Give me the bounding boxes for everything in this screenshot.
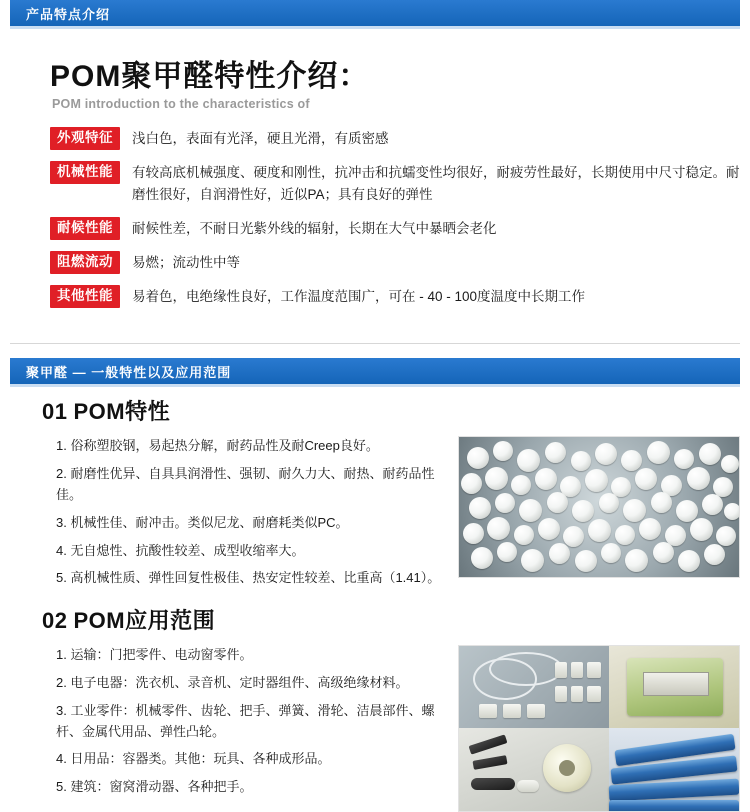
list-item: 5. 建筑：窗窝滑动器、各种把手。 [56, 779, 253, 795]
feature-tag: 其他性能 [50, 285, 120, 308]
feature-text: 有较高底机械强度、硬度和刚性，抗冲击和抗蠕变性均很好，耐疲劳性最好，长期使用中尺寸稳定。耐磨性很好，自润滑性好，近似PA；具有良好的弹性 [132, 165, 740, 203]
list-item: 2. 耐磨性优异、自具具润滑性、强韧、耐久力大、耐热、耐药品性佳。 [56, 466, 435, 502]
block-pom-applications [0, 604, 750, 812]
list-item: 4. 日用品：容器类。其他：玩具、各种成形品。 [56, 751, 331, 767]
section-header-features-label: 产品特点介绍 [26, 6, 111, 22]
feature-text: 浅白色，表面有光泽，硬且光滑，有质密感 [132, 131, 389, 146]
photo-cell-gear-parts [459, 728, 609, 811]
feature-tag: 耐候性能 [50, 217, 120, 240]
properties-list [10, 436, 458, 596]
feature-row [10, 251, 740, 274]
feature-text: 耐候性差，不耐日光紫外线的辐射，长期在大气中暴晒会老化 [132, 220, 497, 236]
features-section [0, 29, 750, 329]
block-pom-properties [0, 395, 750, 596]
list-item: 1. 运输：门把零件、电动窗零件。 [56, 647, 253, 663]
block-title: POM特性 [73, 399, 171, 425]
block-heading [42, 604, 740, 635]
applications-section [0, 344, 750, 812]
list-item: 3. 机械性佳、耐冲击。类似尼龙、耐磨耗类似PC。 [56, 514, 349, 530]
list-item: 1. 俗称塑胶钢，易起热分解，耐药品性及耐Creep良好。 [56, 438, 379, 454]
photo-cell-wires [459, 646, 609, 728]
section-header-features [10, 0, 740, 26]
list-item: 2. 电子电器：洗衣机、录音机、定时器组件、高级绝缘材料。 [56, 674, 409, 690]
block-body [10, 436, 740, 596]
block-heading [42, 395, 740, 426]
feature-row [10, 127, 740, 150]
feature-row [10, 285, 740, 308]
block-title: POM应用范围 [73, 608, 216, 634]
block-number: 01 [42, 399, 68, 425]
feature-tag: 阻燃流动 [50, 251, 120, 274]
feature-row [10, 217, 740, 240]
section-header-applications-underline [10, 384, 740, 387]
feature-text: 易燃；流动性中等 [132, 255, 240, 271]
pom-pellets-photo [458, 436, 740, 578]
section-header-applications [10, 358, 740, 384]
feature-row [10, 161, 740, 206]
feature-tag: 机械性能 [50, 161, 120, 184]
block-body [10, 645, 740, 812]
block-number: 02 [42, 608, 68, 634]
photo-cell-blue-rods [609, 728, 739, 811]
list-item: 4. 无自熄性、抗酸性较差、成型收缩率大。 [56, 542, 305, 558]
feature-text: 易着色，电绝缘性良好，工作温度范围广，可在 - 40 - 100度温度中长期工作 [132, 289, 586, 305]
feature-tag: 外观特征 [50, 127, 120, 150]
applications-list [10, 645, 458, 805]
page-title-cn: POM聚甲醛特性介绍： [50, 60, 370, 93]
photo-cell-green-part [609, 646, 739, 728]
list-item: 3. 工业零件：机械零件、齿轮、把手、弹簧、滑轮、洁晨部件、螺杆、金属代用品、弹性凸轮。 [56, 702, 435, 739]
pom-products-photo [458, 645, 740, 812]
list-item: 5. 高机械性质、弹性回复性极佳、热安定性较差、比重高（1.41）。 [56, 570, 441, 586]
page-title-en: POM introduction to the characteristics of [52, 97, 310, 111]
section-header-applications-label: 聚甲醛 — 一般特性以及应用范围 [26, 364, 232, 380]
